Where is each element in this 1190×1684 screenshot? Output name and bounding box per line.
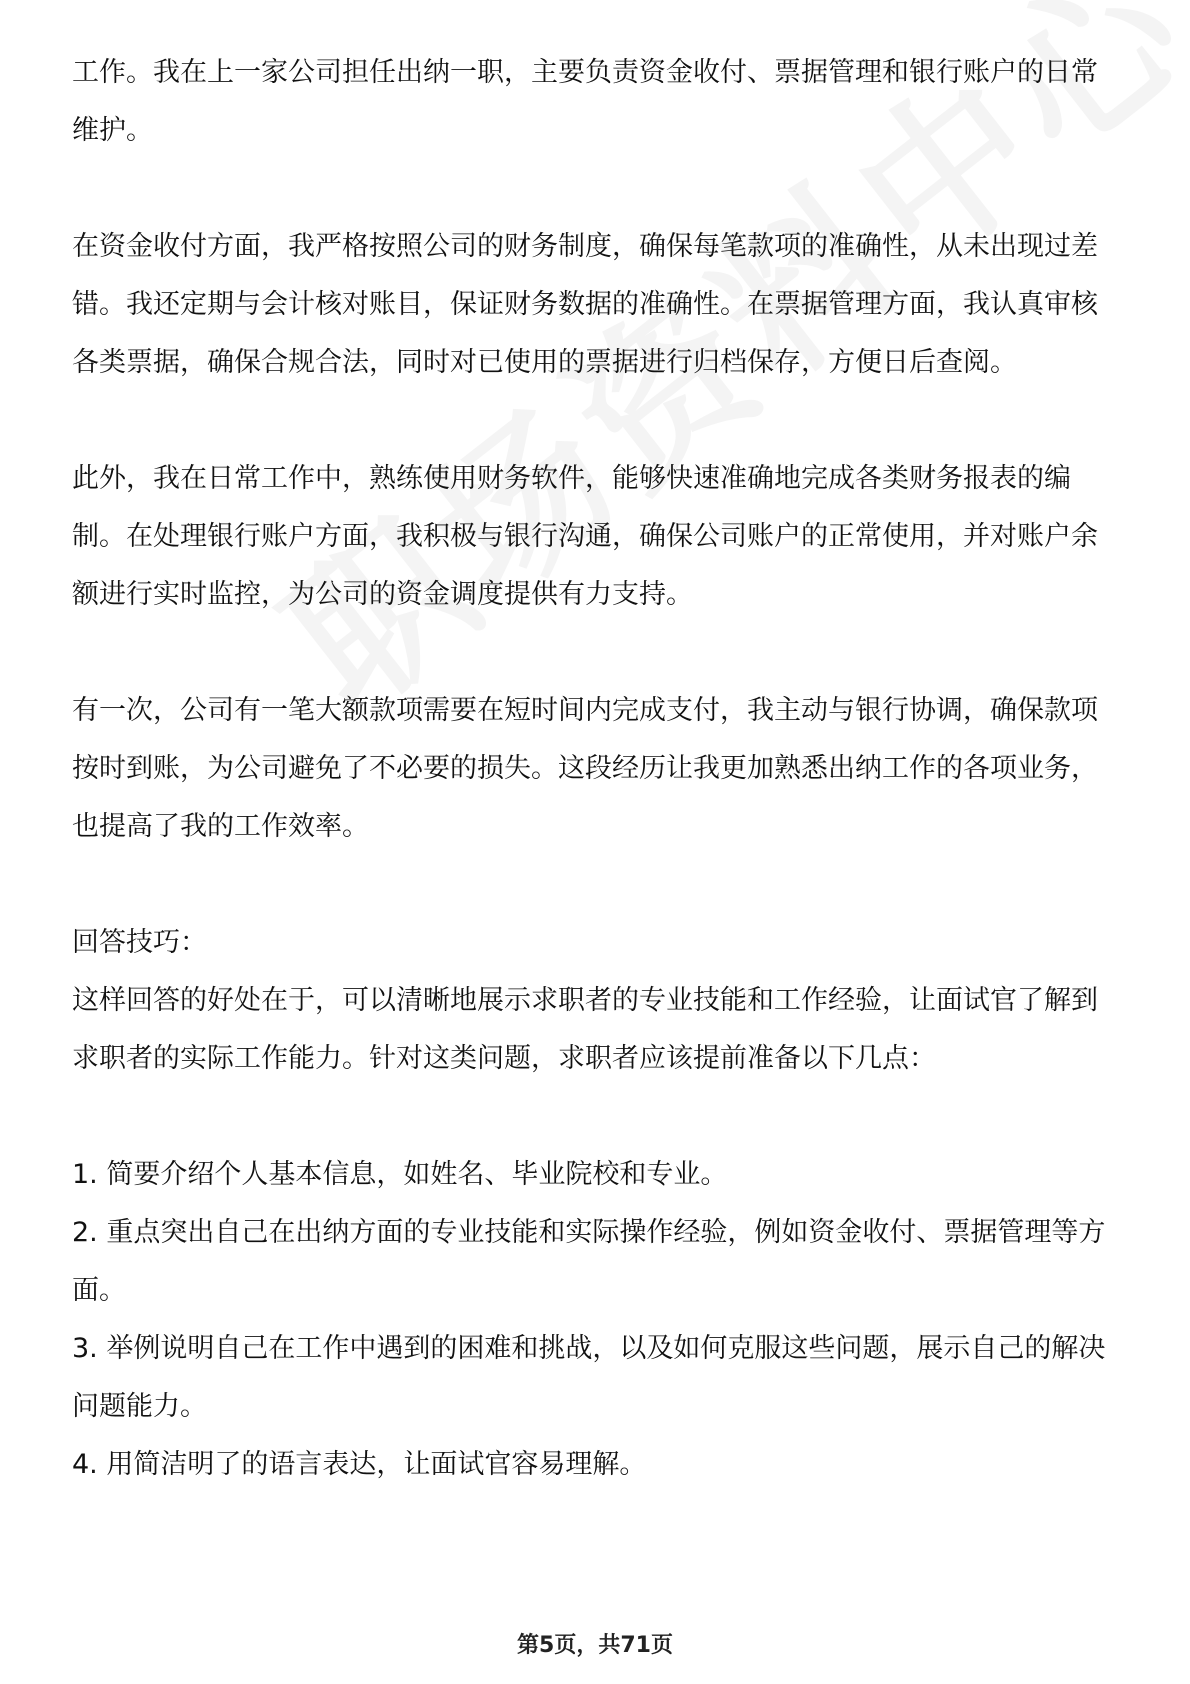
tips-intro: 这样回答的好处在于，可以清晰地展示求职者的专业技能和工作经验，让面试官了解到求职者的实际工作能力。针对这类问题，求职者应该提前准备以下几点：: [72, 985, 1098, 1074]
tips-heading: 回答技巧：: [72, 927, 207, 958]
list-item: 3. 举例说明自己在工作中遇到的困难和挑战，以及如何克服这些问题，展示自己的解决问题能力。: [72, 1333, 1106, 1422]
paragraph: 在资金收付方面，我严格按照公司的财务制度，确保每笔款项的准确性，从未出现过差错。我还定期与会计核对账目，保证财务数据的准确性。在票据管理方面，我认真审核各类票据，确保合规合法，同时对已使用的票据进行归档保存，方便日后查阅。: [72, 231, 1098, 378]
page-body: [72, 44, 1122, 1494]
list-item: 4. 用简洁明了的语言表达，让面试官容易理解。: [72, 1449, 647, 1480]
paragraph: 此外，我在日常工作中，熟练使用财务软件，能够快速准确地完成各类财务报表的编制。在处理银行账户方面，我积极与银行沟通，确保公司账户的正常使用，并对账户余额进行实时监控，为公司的资金调度提供有力支持。: [72, 463, 1098, 610]
paragraph: 有一次，公司有一笔大额款项需要在短时间内完成支付，我主动与银行协调，确保款项按时到账，为公司避免了不必要的损失。这段经历让我更加熟悉出纳工作的各项业务，也提高了我的工作效率。: [72, 695, 1098, 842]
list-item: 2. 重点突出自己在出纳方面的专业技能和实际操作经验，例如资金收付、票据管理等方面。: [72, 1217, 1106, 1306]
paragraph: 工作。我在上一家公司担任出纳一职，主要负责资金收付、票据管理和银行账户的日常维护。: [72, 57, 1098, 146]
tips-list: [72, 1146, 1122, 1494]
page-number: 第5页，共71页: [517, 1633, 673, 1658]
list-item: 1. 简要介绍个人基本信息，如姓名、毕业院校和专业。: [72, 1159, 728, 1190]
